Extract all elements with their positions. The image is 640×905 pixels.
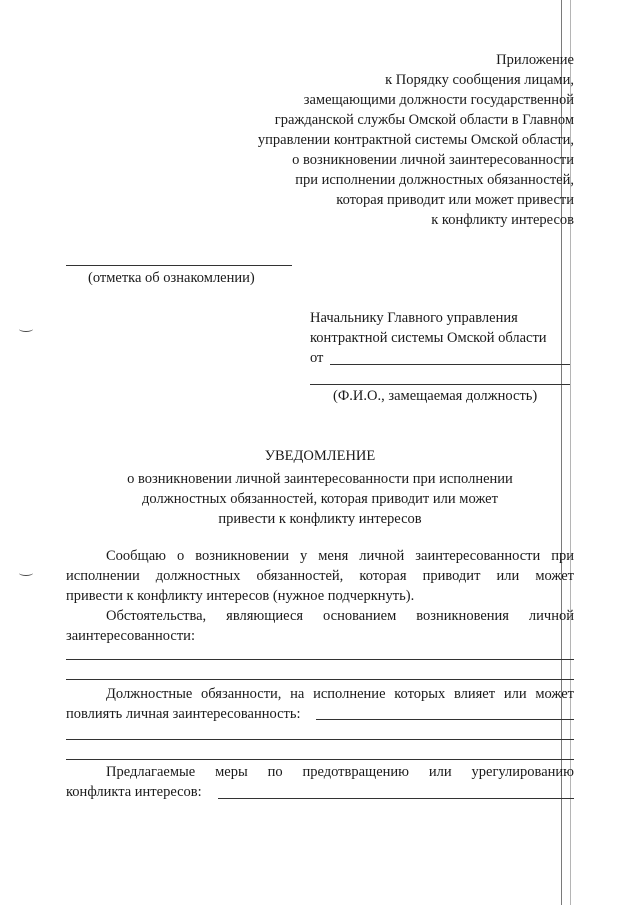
- measures-field[interactable]: [218, 798, 574, 799]
- title-subtitle: привести к конфликту интересов: [218, 511, 422, 527]
- duties-field[interactable]: [66, 759, 574, 760]
- circumstances-field[interactable]: [66, 659, 574, 660]
- document-title: УВЕДОМЛЕНИЕ: [264, 448, 376, 464]
- appendix-line: о возникновении личной заинтересованности: [292, 152, 574, 168]
- body-paragraph-line: Обстоятельства, являющиеся основанием возникновения личной: [106, 608, 574, 624]
- appendix-line: Приложение: [496, 52, 574, 68]
- appendix-line: замещающими должности государственной: [303, 92, 574, 108]
- body-paragraph-line: Должностные обязанности, на исполнение которых влияет или может: [106, 686, 574, 702]
- appendix-block: [200, 50, 574, 230]
- title-subtitle: о возникновении личной заинтересованности при исполнении: [127, 471, 513, 487]
- addressee-line2: контрактной системы Омской области: [310, 330, 547, 346]
- body-paragraph-line: Сообщаю о возникновении у меня личной заинтересованности при: [106, 548, 574, 564]
- body-paragraph-line: конфликта интересов:: [66, 784, 202, 800]
- body-paragraph-line: Предлагаемые меры по предотвращению или урегулированию: [106, 764, 574, 780]
- appendix-line: гражданской службы Омской области в Главном: [274, 112, 574, 128]
- body-paragraph-line: заинтересованности:: [66, 628, 195, 644]
- title-subtitle: должностных обязанностей, которая приводит или может: [142, 491, 498, 507]
- appendix-line: при исполнении должностных обязанностей,: [295, 172, 574, 188]
- duties-field[interactable]: [316, 719, 574, 720]
- addressee-from-field[interactable]: [330, 364, 570, 365]
- appendix-line: к Порядку сообщения лицами,: [385, 72, 574, 88]
- body-paragraph-line: повлиять личная заинтересованность:: [66, 706, 301, 722]
- circumstances-field[interactable]: [66, 679, 574, 680]
- body-paragraph-line: привести к конфликту интересов (нужное подчеркнуть).: [66, 588, 415, 604]
- body-paragraph-line: исполнении должностных обязанностей, которая приводит или может: [66, 568, 574, 584]
- addressee-from-label: от: [310, 350, 324, 366]
- appendix-line: управлении контрактной системы Омской области,: [257, 132, 574, 148]
- addressee-name-field[interactable]: [310, 384, 570, 385]
- acknowledgement-caption: (отметка об ознакомлении): [88, 270, 255, 286]
- acknowledgement-line[interactable]: [66, 265, 292, 266]
- appendix-line: к конфликту интересов: [431, 212, 574, 228]
- scan-mark: [19, 570, 33, 576]
- addressee-line1: Начальнику Главного управления: [310, 310, 518, 326]
- scan-mark: [19, 326, 33, 332]
- appendix-line: которая приводит или может привести: [336, 192, 574, 208]
- addressee-caption: (Ф.И.О., замещаемая должность): [333, 388, 538, 404]
- duties-field[interactable]: [66, 739, 574, 740]
